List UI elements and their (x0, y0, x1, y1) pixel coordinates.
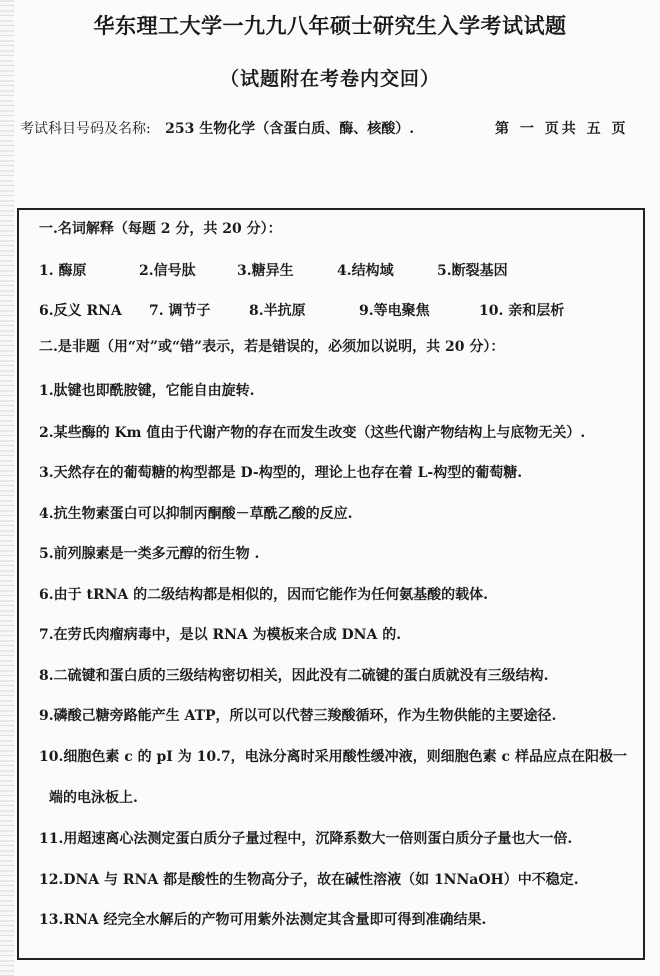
term: 3.糖异生 (237, 263, 294, 279)
question-item: 11.用超速离心法测定蛋白质分子量过程中，沉降系数大一倍则蛋白质分子量也大一倍. (39, 831, 573, 847)
terms-row-2 (39, 300, 629, 320)
question-item: 9.磷酸己糖旁路能产生 ATP，所以可以代替三羧酸循环，作为生物供能的主要途径. (39, 708, 557, 724)
subject-label: 考试科目号码及名称: (20, 121, 151, 137)
question-item: 3.天然存在的葡萄糖的构型都是 D-构型的，理论上也存在着 L-构型的葡萄糖. (39, 465, 523, 481)
page-info: 第 一 页共 五 页 (495, 121, 629, 137)
scan-edge-artifact (0, 0, 14, 976)
subject-value: 253 生物化学（含蛋白质、酶、核酸）. (165, 121, 415, 137)
term: 10. 亲和层析 (479, 303, 565, 319)
question-item: 2.某些酶的 Km 值由于代谢产物的存在而发生改变（这些代谢产物结构上与底物无关）. (39, 425, 586, 441)
term: 5.断裂基因 (437, 263, 508, 279)
term: 4.结构域 (337, 263, 394, 279)
question-item: 6.由于 tRNA 的二级结构都是相似的，因而它能作为任何氨基酸的载体. (39, 587, 488, 603)
exam-subtitle: （试题附在考卷内交回） (219, 68, 440, 90)
term: 9.等电聚焦 (359, 303, 430, 319)
section2-heading: 二.是非题（用“对”或“错”表示，若是错误的，必须加以说明，共 20 分）： (39, 339, 505, 355)
question-item: 7.在劳氏肉瘤病毒中，是以 RNA 为模板来合成 DNA 的. (39, 627, 402, 643)
question-item: 10.细胞色素 c 的 pI 为 10.7，电泳分离时采用酸性缓冲液，则细胞色素 c 样品应点在阳极一 (39, 749, 627, 765)
question-item: 12.DNA 与 RNA 都是酸性的生物高分子，故在碱性溶液（如 1NNaOH）中不稳定. (39, 872, 579, 888)
question-item: 1.肽键也即酰胺键，它能自由旋转. (39, 383, 255, 399)
terms-row-1 (39, 260, 629, 280)
question-item: 5.前列腺素是一类多元醇的衍生物 . (39, 546, 260, 562)
exam-meta (20, 118, 640, 138)
term: 7. 调节子 (149, 303, 211, 319)
question-item: 13.RNA 经完全水解后的产物可用紫外法测定其含量即可得到准确结果. (39, 912, 487, 928)
term: 8.半抗原 (249, 303, 306, 319)
question-item: 4.抗生物素蛋白可以抑制丙酮酸－草酰乙酸的反应. (39, 506, 353, 522)
question-item: 8.二硫键和蛋白质的三级结构密切相关，因此没有二硫键的蛋白质就没有三级结构. (39, 668, 549, 684)
term: 6.反义 RNA (39, 303, 122, 319)
question-item-continuation: 端的电泳板上. (49, 790, 138, 806)
term: 1. 酶原 (39, 263, 87, 279)
section1-heading: 一.名词解释（每题 2 分，共 20 分）： (39, 221, 282, 237)
exam-title: 华东理工大学一九九八年硕士研究生入学考试试题 (93, 14, 567, 38)
term: 2.信号肽 (139, 263, 196, 279)
question-box (17, 208, 645, 960)
